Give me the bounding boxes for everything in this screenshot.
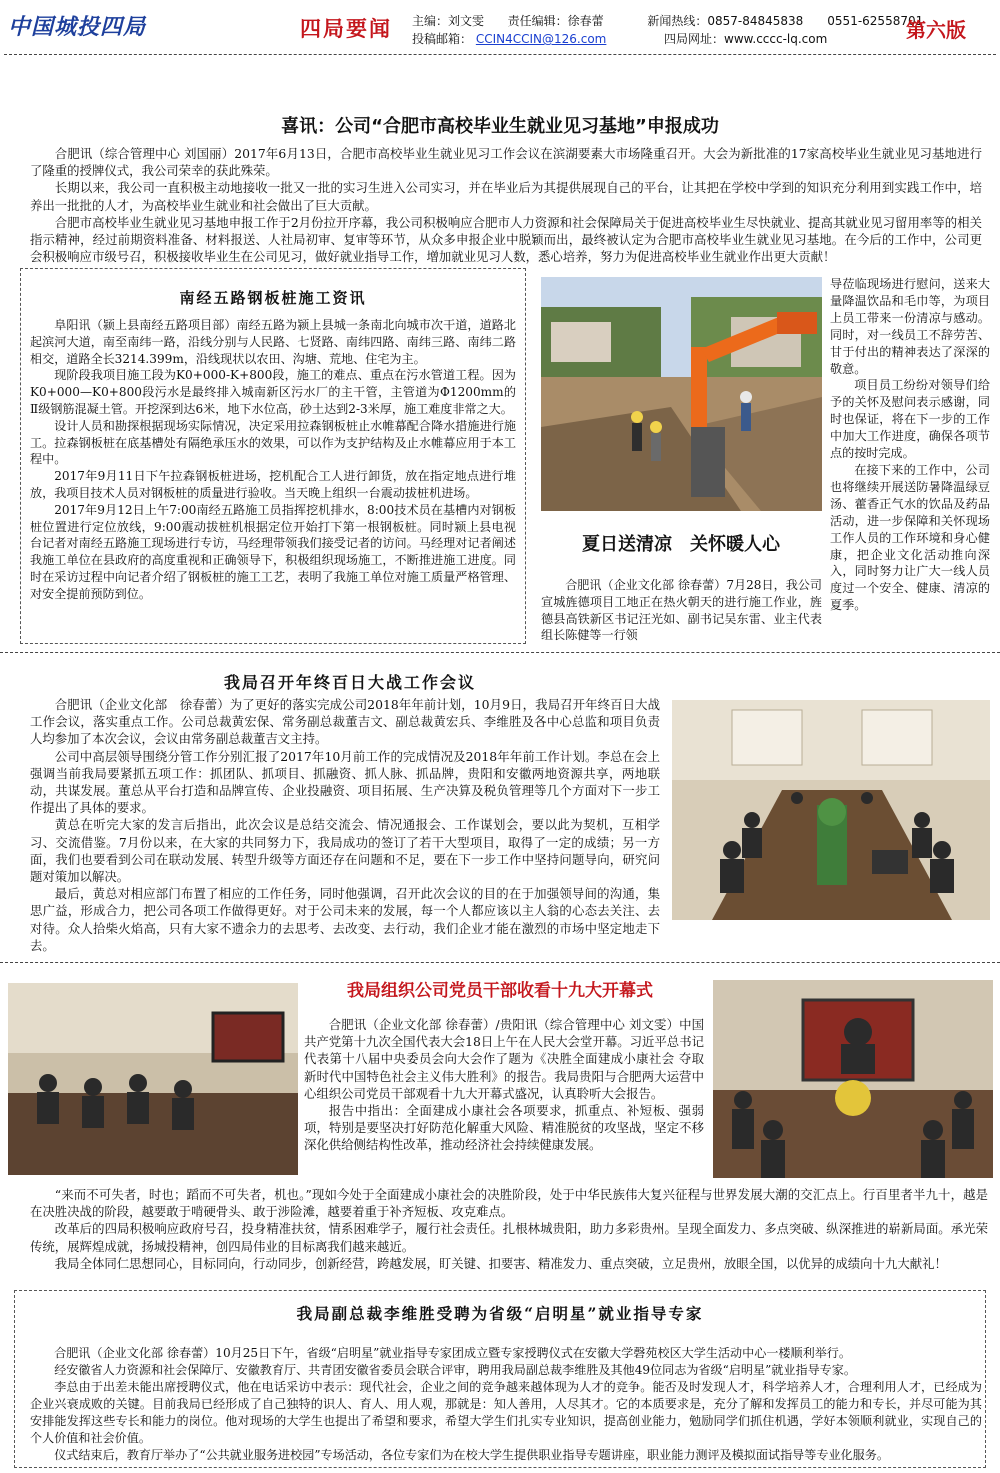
article4-title: 我局召开年终百日大战工作会议	[223, 673, 476, 692]
responsible-editor: 责任编辑：徐春蕾	[507, 14, 604, 28]
article5-paragraph: 合肥讯（企业文化部 徐春蕾）/贵阳讯（综合管理中心 刘文雯）中国共产党第十九次全国代表大会18日上午在人民大会堂开幕。习近平总书记代表第十八届中央委员会向大会作了题为《决胜全面建成小康社会 夺取新时代中国特色社会主义伟大胜利》的报告。我局贵阳与合肥两大运营中心组织公司党员干部观看十九大开幕式盛况，认真聆听大会报告。	[304, 1017, 704, 1101]
article6-body	[30, 1345, 982, 1464]
article6-title: 我局副总裁李维胜受聘为省级“启明星”就业指导专家	[296, 1304, 704, 1323]
article6-paragraph: 合肥讯（企业文化部 徐春蕾）10月25日下午，省级“启明星”就业指导专家团成立暨专家授聘仪式在安徽大学磬苑校区大学生活动中心一楼顺利举行。	[54, 1346, 851, 1360]
article5-paragraph: 报告中指出：全面建成小康社会各项要求，抓重点、补短板、强弱项，特别是要坚决打好防范化解重大风险、精准脱贫的攻坚战，坚定不移深化供给侧结构性改革，推动经济社会持续健康发展。	[304, 1103, 704, 1153]
article6-paragraph: 经安徽省人力资源和社会保障厅、安徽教育厅、共青团安徽省委员会联合评审，聘用我局副总裁李维胜及其他49位同志为省级“启明星”就业指导专家。	[54, 1363, 856, 1377]
article3-paragraph: 在接下来的工作中，公司也将继续开展送防暑降温绿豆汤、藿香正气水的饮品及药品活动，进一步保障和关怀现场工作人员的工作环境和身心健康，把企业文化活动推向深入，同时努力让广大一线人员度过一个安全、健康、清凉的夏季。	[830, 462, 990, 613]
article2-title: 南经五路钢板桩施工资讯	[179, 289, 367, 307]
section-divider	[0, 652, 1000, 653]
guiyang-viewing-photo	[713, 980, 993, 1178]
article5-body-full	[30, 1186, 988, 1272]
article6-paragraph: 仪式结束后，教育厅举办了“公共就业服务进校园”专场活动，各位专家们为在校大学生提供职业指导专题讲座，职业能力测评及模拟面试指导等专业化服务。	[54, 1448, 889, 1462]
newspaper-logo: 中国城投四局	[8, 14, 147, 40]
article3-title: 夏日送清凉 关怀暖人心	[582, 534, 780, 555]
email-label: 投稿邮箱：	[412, 32, 473, 46]
article3-lead	[541, 577, 822, 644]
article5-paragraph: 我局全体同仁思想同心，目标同向，行动同步，创新经营，跨越发展，盯关键、扣要害、精准发力、重点突破，立足贵州，放眼全国，以优异的成绩向十九大献礼！	[54, 1255, 947, 1271]
email-link[interactable]: CCIN4CCIN@126.com	[475, 32, 607, 46]
article2-paragraph: 2017年9月11日下午拉森钢板桩进场，挖机配合工人进行卸货，放在指定地点进行堆放，我项目技术人员对钢板桩的质量进行验收。当天晚上组织一台震动拔桩机进场。	[30, 469, 516, 500]
article2-body	[30, 317, 516, 603]
article1-paragraph: 合肥市高校毕业生就业见习基地申报工作于2月份拉开序幕，我公司积极响应合肥市人力资源和社会保障局关于促进高校毕业生尽快就业、提高其就业见习留用率等的相关指示精神，经过前期资料准备、材料报送、人社局初审、复审等环节，从众多申报企业中脱颖而出，最终被认定为合肥市高校毕业生就业见习基地。在今后的工作中，公司更会积极响应市级号召，积极接收毕业生在公司见习，做好就业指导工作，增加就业见习人数，悉心培养，努力为促进高校毕业生就业作出更大贡献！	[30, 214, 982, 265]
article5-paragraph: 改革后的四局积极响应政府号召，投身精准扶贫，情系困难学子，履行社会责任。扎根林城贵阳，助力多彩贵州。呈现全面发力、多点突破、纵深推进的崭新局面。承光荣传统，展辉煌成就，扬城投精神，创四局伟业的目标离我们越来越近。	[30, 1221, 988, 1254]
article4-paragraph: 黄总在听完大家的发言后指出，此次会议是总结交流会、情况通报会、工作谋划会，要以此为契机，互相学习、交流借鉴。7月份以来，在大家的共同努力下，我局成功的签订了若干大型项目，取得了一定的成绩；另一方面，我们也要看到公司在联动发展、转型升级等方面还存在问题和不足，要在下一步工作中坚持问题导向，研究问题对策加以解决。	[30, 817, 660, 885]
article2-paragraph: 2017年9月12日上午7:00南经五路施工员指挥挖机排水，8:00技术员在基槽内对钢板桩位置进行定位放线，9:00震动拔桩机根据定位开始打下第一根钢板桩。同时颍上县电视台记者对南经五路施工现场进行专访，马经理带领我们接受记者的访问。马经理对记者阐述我施工单位在县政府的高度重视和正确领导下，积极组织现场施工，不断推进施工进度。同时在采访过程中向记者介绍了钢板桩的施工工艺，表明了我施工单位对施工质量严格管理、对安全提前预防到位。	[30, 502, 516, 601]
meeting-room-photo	[672, 700, 990, 920]
masthead-info	[412, 12, 923, 48]
website: 四局网址：www.cccc-lq.com	[664, 32, 828, 46]
column-title: 四局要闻	[300, 16, 392, 41]
page-number: 第六版	[906, 18, 966, 42]
article5-paragraph: “来而不可失者，时也；蹈而不可失者，机也。”现如今处于全面建成小康社会的决胜阶段，处于中华民族伟大复兴征程与世界发展大潮的交汇点上。行百里者半九十，越是在决胜决战的阶段，越要敢于啃硬骨头、敢于涉险滩，越要着重于补齐短板、攻克难点。	[30, 1187, 988, 1220]
article3-paragraph: 项目员工纷纷对领导们给予的关怀及慰问表示感谢，同时也保证，将在下一步的工作中加大工作进度，确保各项节点的按时完成。	[830, 378, 990, 461]
article3-side-column	[830, 276, 990, 614]
article5-body	[304, 1016, 704, 1154]
construction-site-photo	[541, 277, 822, 511]
article4-paragraph: 合肥讯（企业文化部 徐春蕾）为了更好的落实完成公司2018年年前计划，10月9日，我局召开年终百日大战工作会议，落实重点工作。公司总裁黄宏保、常务副总裁董吉文、副总裁黄宏兵、李维胜及各中心总监和项目负责人均参加了本次会议，会议由常务副总裁董吉文主持。	[30, 697, 660, 747]
news-hotline: 新闻热线：0857-84845838 0551-62558701	[647, 14, 924, 28]
article4-paragraph: 公司中高层领导围绕分管工作分别汇报了2017年10月前工作的完成情况及2018年年前工作计划。李总在会上强调当前我局要紧抓五项工作：抓团队、抓项目、抓融资、抓人脉、抓品牌，贵阳和安徽两地资源共享，两地联动，共谋发展。董总从平台打造和品牌宣传、企业投融资、项目拓展、生产决算及税负管理等几个方面对下一步工作提出了具体的要求。	[30, 748, 660, 816]
article1-body	[30, 145, 982, 265]
article2-paragraph: 设计人员和勘探根据现场实际情况，决定采用拉森钢板桩止水帷幕配合降水措施进行施工。拉森钢板桩在底基槽处有隔绝承压水的效果，可以作为支护结构及止水帷幕应用于本工程中。	[30, 418, 516, 467]
article5-title: 我局组织公司党员干部收看十九大开幕式	[347, 981, 653, 1001]
article4-paragraph: 最后，黄总对相应部门布置了相应的工作任务，同时他强调，召开此次会议的目的在于加强领导间的沟通，集思广益，形成合力，把公司各项工作做得更好。对于公司未来的发展，每一个人都应该以主人翁的心态去关注、去对待。众人拾柴火焰高，只有大家不遗余力的去思考、去改变、去行动，我们企业才能在激烈的市场中坚定地走下去。	[30, 886, 660, 953]
article6-paragraph: 李总由于出差未能出席授聘仪式，他在电话采访中表示：现代社会，企业之间的竞争越来越体现为人才的竞争。能否及时发现人才，科学培养人才，合理利用人才，已经成为企业兴衰成败的关键。目前我局已经形成了自己独特的识人、育人、用人观，那就是：知人善用，人尽其才。它的本质要求是，充分了解和发挥员工的能力和专长，并尽可能为其安排能发挥这些专长和能力的岗位。他对现场的大学生也提出了希望和要求，希望大学生们扎实专业知识，提高创业能力，勉励同学们抓住机遇，学好本领顺利就业，实现自己的个人价值和社会价值。	[30, 1380, 982, 1445]
chief-editor: 主编：刘文雯	[412, 14, 485, 28]
article2-paragraph: 阜阳讯（颍上县南经五路项目部）南经五路为颍上县城一条南北向城市次干道，道路北起滨河大道，南至南纬一路，沿线分别与人民路、七贤路、南纬四路、南纬三路、南纬二路相交，道路全长3214.399m，沿线现状以农田、沟塘、荒地、住宅为主。	[30, 318, 516, 366]
article2-paragraph: 现阶段我项目施工段为K0+000-K+800段，施工的难点、重点在污水管道工程。因为K0+000—K0+800段污水是最终排入城南新区污水厂的主干管，主管道为Φ1200mm的Ⅱ级钢筋混凝土管。开挖深到达6米，地下水位高，砂土达到2-3米厚，施工难度非常之大。	[30, 368, 516, 416]
article3-paragraph: 合肥讯（企业文化部 徐春蕾）7月28日，我公司宣城旌德项目工地正在热火朝天的进行施工作业，旌德县高铁新区书记汪光如、副书记吴东雷、业主代表组长陈健等一行领	[541, 578, 822, 643]
article3-paragraph: 导莅临现场进行慰问，送来大量降温饮品和毛巾等，为项目上员工带来一份清凉与感动。同时，对一线员工不辞劳苦、甘于付出的精神表达了深深的敬意。	[830, 277, 990, 376]
article1-paragraph: 长期以来，我公司一直积极主动地接收一批又一批的实习生进入公司实习，并在毕业后为其提供展现自己的平台，让其把在学校中学到的知识充分利用到实践工作中，培养出一批批的人才，为高校毕业生就业和社会做出了巨大贡献。	[30, 180, 982, 213]
masthead-divider	[4, 54, 996, 55]
section-divider	[0, 962, 1000, 963]
article1-title: 喜讯：公司“合肥市高校毕业生就业见习基地”申报成功	[281, 116, 719, 137]
hefei-viewing-photo	[8, 983, 298, 1175]
article1-paragraph: 合肥讯（综合管理中心 刘国丽）2017年6月13日，合肥市高校毕业生就业见习工作会议在滨湖要素大市场隆重召开。大会为新批准的17家高校毕业生就业见习基地进行了隆重的授牌仪式，我公司荣幸的获此殊荣。	[30, 146, 982, 179]
article4-body	[30, 696, 660, 954]
